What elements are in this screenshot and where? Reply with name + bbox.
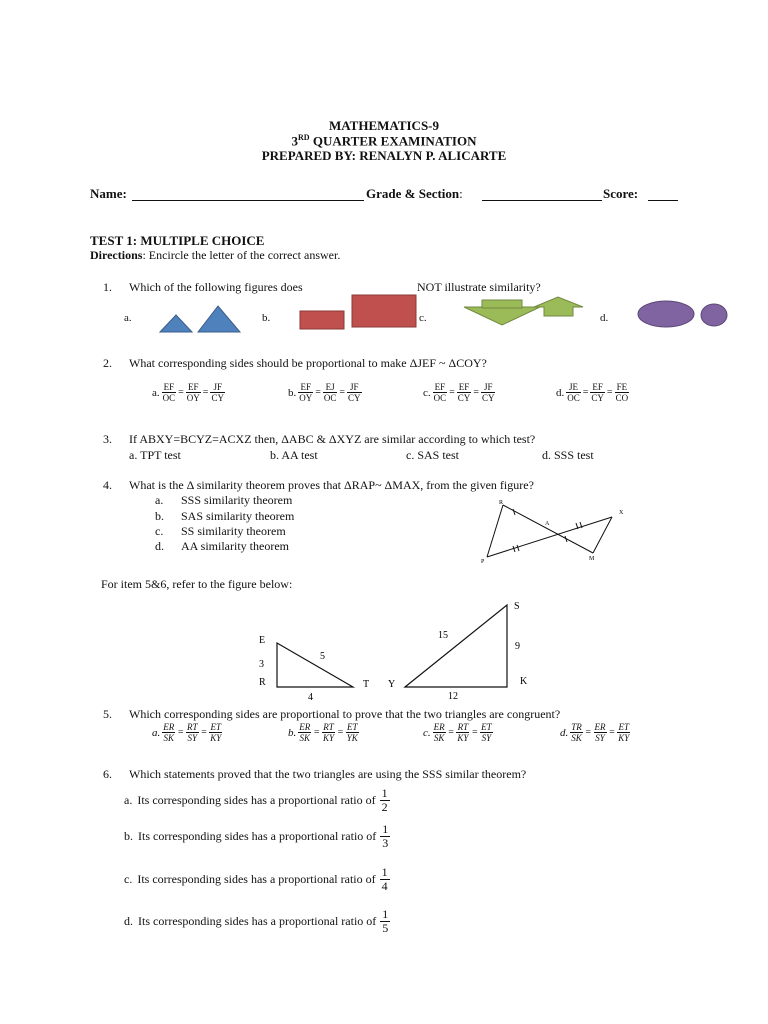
q4-label-a: A <box>545 521 550 527</box>
fraction-numerator: ER <box>299 722 311 732</box>
fraction-numerator: RT <box>323 722 334 732</box>
q4-option-a[interactable] <box>155 493 292 508</box>
fraction-numerator: EF <box>592 382 603 392</box>
q6-number: 6. <box>103 767 112 781</box>
q5-option-d-label: d. <box>560 726 569 739</box>
q1-small-red-rectangle <box>300 311 344 329</box>
q2-option-d-fraction <box>615 382 630 403</box>
fraction-denominator: SY <box>595 733 605 743</box>
q2-option-a-fraction <box>162 382 177 403</box>
fraction-denominator: CY <box>348 393 361 403</box>
grade-section-label: Grade & Section <box>366 186 460 201</box>
fraction-denominator: SK <box>433 733 445 743</box>
fraction-denominator: SY <box>187 733 198 743</box>
q2-option-a-fraction <box>210 382 225 403</box>
fraction-denominator: OC <box>433 393 447 403</box>
equals-sign: = <box>200 727 208 738</box>
fraction-numerator: EF <box>163 382 175 392</box>
fraction-denominator: YK <box>346 733 358 743</box>
large-label-s: S <box>514 601 520 612</box>
small-label-r: R <box>259 677 266 688</box>
q6-option-b-fraction <box>380 823 390 850</box>
student-info-line <box>90 186 680 204</box>
q4-option-d-text: AA similarity theorem <box>181 539 289 553</box>
quarter-label: QUARTER EXAMINATION <box>309 133 477 149</box>
fraction-numerator: TR <box>571 722 582 732</box>
q6-option-b-label: b. <box>124 828 133 843</box>
fraction-numerator: JF <box>210 382 225 393</box>
q6-b-numerator: 1 <box>382 821 389 836</box>
equals-sign: = <box>337 727 344 738</box>
q6-c-denominator: 4 <box>381 878 388 893</box>
fraction-denominator: OC <box>567 393 580 403</box>
q3-text: If ABXY=BCYZ=ACXZ then, ΔABC & ΔXYZ are similar according to which test? <box>129 432 536 446</box>
fraction-denominator: CY <box>457 393 471 403</box>
equals-sign: = <box>471 727 479 738</box>
q1-text-part2: NOT illustrate similarity? <box>417 280 541 294</box>
q1-option-a-label[interactable]: a. <box>124 312 132 324</box>
q6-option-a-fraction <box>380 787 390 814</box>
equals-sign: = <box>178 387 184 398</box>
q1-up-green-arrow <box>534 297 583 316</box>
q1-small-blue-triangle <box>160 315 192 332</box>
fraction-denominator: OC <box>323 393 337 403</box>
q5-option-a[interactable] <box>152 722 222 743</box>
q6-b-denominator: 3 <box>382 835 389 850</box>
prepared-by: PREPARED BY: RENALYN P. ALICARTE <box>261 148 507 163</box>
q4-text: What is the Δ similarity theorem proves that ΔRAP~ ΔMAX, from the given figure? <box>129 478 534 492</box>
q4-number: 4. <box>103 478 112 492</box>
quarter-superscript: RD <box>298 133 310 142</box>
fraction-denominator: SK <box>163 733 174 743</box>
q3-option-b[interactable]: b. AA test <box>270 448 318 462</box>
q6-option-c[interactable] <box>124 863 390 895</box>
fraction-numerator: ET <box>618 722 630 732</box>
q2-option-c[interactable] <box>423 382 495 403</box>
q1-down-green-arrow <box>464 307 540 325</box>
score-label: Score: <box>603 186 639 201</box>
q4-bowtie-figure <box>475 495 635 570</box>
equals-sign: = <box>473 387 479 398</box>
q5-text: Which corresponding sides are proportional to prove that the two triangles are congruent? <box>129 707 561 721</box>
q6-option-d[interactable] <box>124 905 390 937</box>
small-label-e: E <box>259 635 266 646</box>
fraction-denominator: KY <box>457 733 469 743</box>
fraction-numerator: RT <box>457 722 469 732</box>
q6-option-c-label: c. <box>124 871 133 886</box>
fraction-numerator: EF <box>434 382 446 392</box>
equals-sign: = <box>606 387 613 398</box>
fraction-numerator: EF <box>458 382 470 392</box>
fraction-denominator: CY <box>211 393 224 403</box>
q5-option-d[interactable] <box>560 722 630 743</box>
q5-option-d-fraction <box>570 722 583 743</box>
q6-option-c-fraction <box>380 866 390 893</box>
equals-sign: = <box>313 727 320 738</box>
exam-subject: MATHEMATICS-9 <box>328 118 440 133</box>
q3-option-a[interactable]: a. TPT test <box>129 448 181 462</box>
q2-option-d[interactable] <box>556 382 629 403</box>
q6-option-a[interactable] <box>124 784 390 816</box>
q4-label-r: R <box>499 500 504 506</box>
q4-option-c[interactable] <box>155 524 286 539</box>
q6-text: Which statements proved that the two triangles are using the SSS similar theorem? <box>129 767 527 781</box>
q2-option-a-label: a. <box>152 386 160 399</box>
large-side-ys: 15 <box>438 630 448 641</box>
fraction-denominator: OY <box>299 393 313 403</box>
q2-option-d-label: d. <box>556 386 565 399</box>
equals-sign: = <box>582 387 589 398</box>
directions-label: Directions <box>90 248 143 262</box>
q6-option-a-text: Its corresponding sides has a proportional ratio of <box>137 792 376 807</box>
q6-option-d-fraction <box>380 908 390 935</box>
q6-option-b-text: Its corresponding sides has a proportional ratio of <box>138 828 377 843</box>
q5-option-b[interactable] <box>288 722 359 743</box>
name-blank[interactable] <box>132 200 364 201</box>
q6-a-denominator: 2 <box>381 799 388 814</box>
q1-option-d-label[interactable]: d. <box>600 312 609 324</box>
q5-option-a-label: a. <box>152 726 161 739</box>
q2-number: 2. <box>103 356 112 370</box>
q5-option-b-fraction <box>322 722 335 743</box>
q5-option-b-fraction <box>298 722 311 743</box>
equals-sign: = <box>315 387 321 398</box>
q2-option-c-fraction <box>481 382 496 403</box>
q4-label-x: X <box>619 510 624 516</box>
q5-option-d-fraction <box>594 722 607 743</box>
q6-option-c-text: Its corresponding sides has a proportional ratio of <box>137 871 376 886</box>
q5-option-b-fraction <box>346 722 359 743</box>
small-label-t: T <box>363 679 370 690</box>
fraction-denominator: CY <box>591 393 604 403</box>
q2-option-b-fraction <box>347 382 362 403</box>
q5-option-a-fraction <box>186 722 199 743</box>
q5-option-c-fraction <box>433 722 446 743</box>
fraction-denominator: OC <box>162 393 176 403</box>
q2-option-b-fraction <box>298 382 313 403</box>
q4-option-c-text: SS similarity theorem <box>181 524 286 538</box>
q2-option-b-fraction <box>323 382 338 403</box>
fraction-denominator: CO <box>615 393 629 403</box>
q4-label-m: M <box>589 556 595 562</box>
q3-option-c[interactable]: c. SAS test <box>406 448 460 462</box>
fraction-numerator: JE <box>566 382 581 393</box>
q5-option-c-fraction <box>480 722 493 743</box>
q4-option-c-label: c. <box>155 524 164 538</box>
test1-directions <box>90 248 340 263</box>
q1-small-purple-oval <box>701 304 727 326</box>
q6-c-numerator: 1 <box>381 864 388 879</box>
q4-option-d[interactable] <box>155 539 289 554</box>
q2-option-a-fraction <box>186 382 201 403</box>
q5-option-a-fraction <box>209 722 222 743</box>
fraction-numerator: FE <box>616 382 628 392</box>
q2-option-d-fraction <box>566 382 581 403</box>
q1-option-b-label[interactable]: b. <box>262 312 271 324</box>
equals-sign: = <box>177 727 184 738</box>
large-side-yk: 12 <box>448 691 458 702</box>
name-label: Name: <box>90 186 127 201</box>
exam-quarter <box>0 133 768 149</box>
fraction-denominator: KY <box>210 733 222 743</box>
item56-triangles-figure <box>250 595 540 705</box>
equals-sign: = <box>339 387 346 398</box>
q5-option-c[interactable] <box>423 722 493 743</box>
fraction-numerator: RT <box>187 722 198 732</box>
q2-option-b[interactable] <box>288 382 362 403</box>
grade-section-colon: : <box>459 186 463 201</box>
q5-option-c-label: c. <box>423 726 431 739</box>
q5-number: 5. <box>103 707 112 721</box>
q2-option-c-fraction <box>457 382 472 403</box>
fraction-denominator: SK <box>299 733 310 743</box>
q1-text-part1: Which of the following figures does <box>129 280 303 294</box>
q6-option-d-label: d. <box>124 913 133 928</box>
q4-option-b[interactable] <box>155 509 294 524</box>
equals-sign: = <box>584 727 592 738</box>
fraction-numerator: ET <box>210 722 222 732</box>
fraction-denominator: SY <box>481 733 492 743</box>
q2-option-c-label: c. <box>423 386 431 399</box>
small-side-er: 3 <box>259 659 264 670</box>
fraction-denominator: SK <box>571 733 582 743</box>
equals-sign: = <box>608 727 616 738</box>
fraction-numerator: ET <box>481 722 492 732</box>
q5-option-c-fraction <box>456 722 469 743</box>
q2-option-a[interactable] <box>152 382 225 403</box>
test1-title: TEST 1: MULTIPLE CHOICE <box>90 233 265 248</box>
q4-option-a-label: a. <box>155 493 164 507</box>
fraction-numerator: ER <box>594 722 606 732</box>
large-side-sk: 9 <box>515 641 520 652</box>
fraction-numerator: EJ <box>323 382 338 393</box>
fraction-denominator: CY <box>481 393 495 403</box>
q6-a-numerator: 1 <box>381 785 388 800</box>
large-label-y: Y <box>388 679 396 690</box>
small-side-rt: 4 <box>308 692 313 703</box>
q2-option-d-fraction <box>590 382 605 403</box>
fraction-numerator: JF <box>481 382 496 393</box>
q4-option-d-label: d. <box>155 539 164 553</box>
q3-number: 3. <box>103 432 112 446</box>
small-side-et: 5 <box>320 651 325 662</box>
q6-option-a-label: a. <box>124 792 133 807</box>
equals-sign: = <box>447 727 455 738</box>
q4-option-b-text: SAS similarity theorem <box>181 509 295 523</box>
score-blank[interactable] <box>648 200 678 201</box>
q6-d-numerator: 1 <box>382 906 389 921</box>
q4-label-p: P <box>481 559 485 565</box>
q4-option-b-label: b. <box>155 509 164 523</box>
large-label-k: K <box>520 676 528 687</box>
q1-number: 1. <box>103 280 112 294</box>
fraction-numerator: JF <box>347 382 362 393</box>
q4-option-a-text: SSS similarity theorem <box>181 493 293 507</box>
fraction-denominator: KY <box>618 733 630 743</box>
q5-option-b-label: b. <box>288 726 297 739</box>
quarter-number: 3 <box>291 133 299 149</box>
q1-large-red-rectangle <box>352 295 416 327</box>
q6-option-b[interactable] <box>124 820 390 852</box>
q1-large-blue-triangle <box>198 306 240 332</box>
equals-sign: = <box>449 387 455 398</box>
item56-instruction: For item 5&6, refer to the figure below: <box>101 577 293 591</box>
q6-d-denominator: 5 <box>382 920 389 935</box>
fraction-numerator: ER <box>163 722 175 732</box>
q1-large-purple-oval <box>638 301 694 327</box>
fraction-denominator: KY <box>323 733 335 743</box>
fraction-denominator: OY <box>186 393 200 403</box>
directions-text: : Encircle the letter of the correct answer. <box>142 248 341 262</box>
fraction-numerator: EF <box>186 382 201 393</box>
q6-option-d-text: Its corresponding sides has a proportional ratio of <box>138 913 377 928</box>
q2-option-c-fraction <box>433 382 448 403</box>
q3-option-d[interactable]: d. SSS test <box>542 448 594 462</box>
fraction-numerator: EF <box>298 382 313 393</box>
q1-down-arrow-shaft <box>482 300 522 308</box>
q1-option-c-label[interactable]: c. <box>419 312 427 324</box>
grade-section-blank[interactable] <box>482 200 602 201</box>
q1-figures <box>150 290 740 340</box>
q2-text: What corresponding sides should be proportional to make ΔJEF ~ ΔCOY? <box>129 356 487 370</box>
fraction-numerator: ER <box>433 722 445 732</box>
fraction-numerator: ET <box>347 722 358 732</box>
equals-sign: = <box>202 387 209 398</box>
q5-option-d-fraction <box>617 722 630 743</box>
q5-option-a-fraction <box>162 722 175 743</box>
q2-option-b-label: b. <box>288 386 297 399</box>
